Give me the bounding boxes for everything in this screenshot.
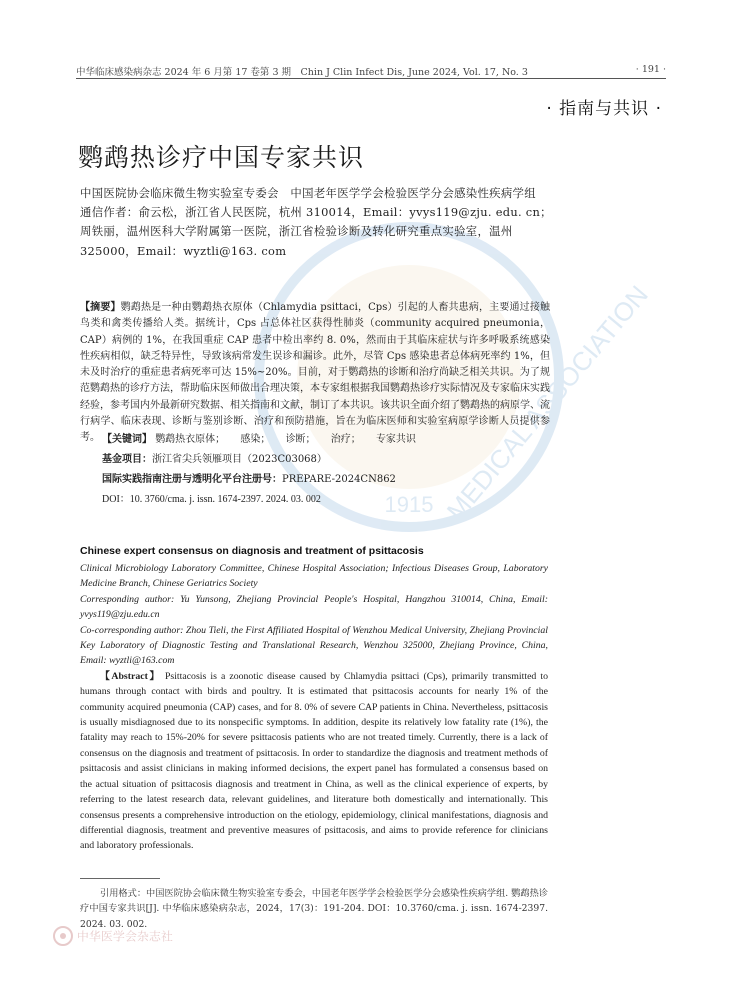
keyword: 诊断； — [285, 434, 316, 445]
committee-line: 中国医院协会临床微生物实验室专委会 中国老年医学学会检验医学分会感染性疾病学组 — [80, 186, 536, 200]
abstract-zh-text: 鹦鹉热是一种由鹦鹉热衣原体（Chlamydia psittaci，Cps）引起的人畜共患病，主要通过接触鸟类和禽类传播给人类。据统计，Cps 占总体社区获得性肺炎（community acquired pneumonia，CAP）病例的 1%，在我国重症 CAP 患者中检出率约 8. 0%，然而由于其临床症状与许多呼吸系统感染性疾病相似，缺乏特异性，导致该病常发生误诊和漏诊。此外，尽管 Cps 感染患者总体病死率约 1%，但未及时治疗的重症患者病死率可达 15%~20%。目前，对于鹦鹉热的诊断和治疗尚缺乏相关共识。为了规范鹦鹉热的诊疗方法，帮助临床医师做出合理决策，本专家组根据我国鹦鹉热诊疗实际情况及专家临床实践经验，参考国内外最新研究数据、相关指南和文献，制订了本共识。该共识全面介绍了鹦鹉热的病原学、流行病学、临床表现、诊断与鉴别诊断、治疗和预防措施，旨在为临床医师和实验室病原学诊断人员提供参考。 — [80, 302, 550, 444]
publisher-name: 中华医学会杂志社 — [76, 929, 173, 944]
registry-label: 国际实践指南注册与透明化平台注册号： — [102, 474, 282, 485]
english-co-corresponding: Co-corresponding author: Zhou Tieli, the First Affiliated Hospital of Wenzhou Medical University, Zhejiang Provincial Key Laboratory of Diagnostic Testing and Translational Research, Wenzhou 325000, Zhejiang Province, China, Email: wyztli@163.com — [80, 624, 548, 667]
registry-text: PREPARE-2024CN862 — [282, 474, 396, 485]
fund-text: 浙江省尖兵领雁项目（2023C03068） — [152, 454, 327, 465]
english-abstract: Psittacosis is a zoonotic disease caused by Chlamydia psittaci (Cps), primarily transmitted to humans through contact with birds and poultry. It is estimated that psittacosis accounts for nearly 1% of the community acquired pneumonia (CAP) cases, and for 8. 0% of severe CAP patients in China. Nevertheless, psittacosis is usually misdiagnosed due to its nonspecific symptoms. In addition, despite its relatively low fatality rate (1%), the fatality may reach to 15%-20% for severe psittacosis patients who are not treated timely. Currently, there is a lack of consensus on the diagnosis and treatment of psittacosis. In order to standardize the diagnosis and treatment methods of psittacosis and assist clinicians in making informed decisions, the expert panel has formulated a consensus based on the actual situation of psittacosis diagnosis and treatment in China, as well as the clinical experience of experts, by referring to the latest research data, relevant guidelines, and literature both domestically and internationally. This consensus presents a comprehensive introduction on the etiology, epidemiology, clinical manifestations, diagnosis and differential diagnosis, treatment and preventive measures of psittacosis, and aims to provide reference for clinicians and laboratory professionals. — [80, 670, 548, 852]
english-affiliations: Clinical Microbiology Laboratory Committee, Chinese Hospital Association; Infectious Diseases Group, Laboratory Medicine Branch, Chinese Geriatrics Society — [80, 563, 548, 590]
english-block — [80, 561, 548, 854]
header-rule — [76, 78, 666, 79]
publisher-logo — [52, 925, 173, 947]
keyword: 治疗； — [330, 434, 361, 445]
footnote-rule — [80, 878, 160, 879]
citation-format: 引用格式：中国医院协会临床微生物实验室专委会，中国老年医学学会检验医学分会感染性疾病学组. 鹦鹉热诊疗中国专家共识[J]. 中华临床感染病杂志，2024，17(3)：191-204. DOI：10.3760/cma. j. issn. 1674-2397. 2024. 03. 002. — [80, 888, 548, 930]
watermark-text: MEDICAL ASSOCIATION — [440, 279, 654, 526]
abstract-zh-label: 【摘要】 — [80, 302, 121, 313]
watermark-year: 1915 — [384, 492, 434, 517]
keywords-label: 【关键词】 — [102, 434, 152, 445]
fund-line — [102, 450, 327, 465]
english-corresponding: Corresponding author: Yu Yunsong, Zhejiang Provincial People's Hospital, Hangzhou 310014, China, Email: yvys119@zju.edu.cn — [80, 593, 548, 621]
english-abstract-label: 【Abstract】 — [100, 670, 161, 682]
journal-header: 中华临床感染病杂志 2024 年 6 月第 17 卷第 3 期 Chin J Clin Infect Dis, June 2024, Vol. 17, No. 3 — [76, 67, 528, 78]
keyword: 鹦鹉热衣原体； — [155, 434, 226, 445]
flower-icon — [52, 925, 74, 947]
registry-line — [102, 470, 396, 485]
keyword: 感染； — [240, 434, 271, 445]
doi-line: DOI：10. 3760/cma. j. issn. 1674-2397. 2024. 03. 002 — [102, 494, 321, 505]
paper-title: 鹦鹉热诊疗中国专家共识 — [78, 143, 365, 172]
keywords-zh — [102, 430, 416, 445]
corresponding-zh: 通信作者：俞云松，浙江省人民医院，杭州 310014，Email：yvys119@zju. edu. cn；周铁丽，温州医科大学附属第一医院，浙江省检验诊断及转化研究重点实验室，温州 325000，Email：wyztli@163. com — [80, 205, 552, 258]
page-number: · 191 · — [635, 64, 666, 75]
keyword: 专家共识 — [375, 434, 416, 445]
section-label: · 指南与共识 · — [546, 99, 662, 119]
authors-zh — [80, 184, 560, 261]
fund-label: 基金项目： — [102, 454, 152, 465]
abstract-zh — [80, 300, 550, 447]
english-title: Chinese expert consensus on diagnosis and treatment of psittacosis — [80, 545, 424, 557]
